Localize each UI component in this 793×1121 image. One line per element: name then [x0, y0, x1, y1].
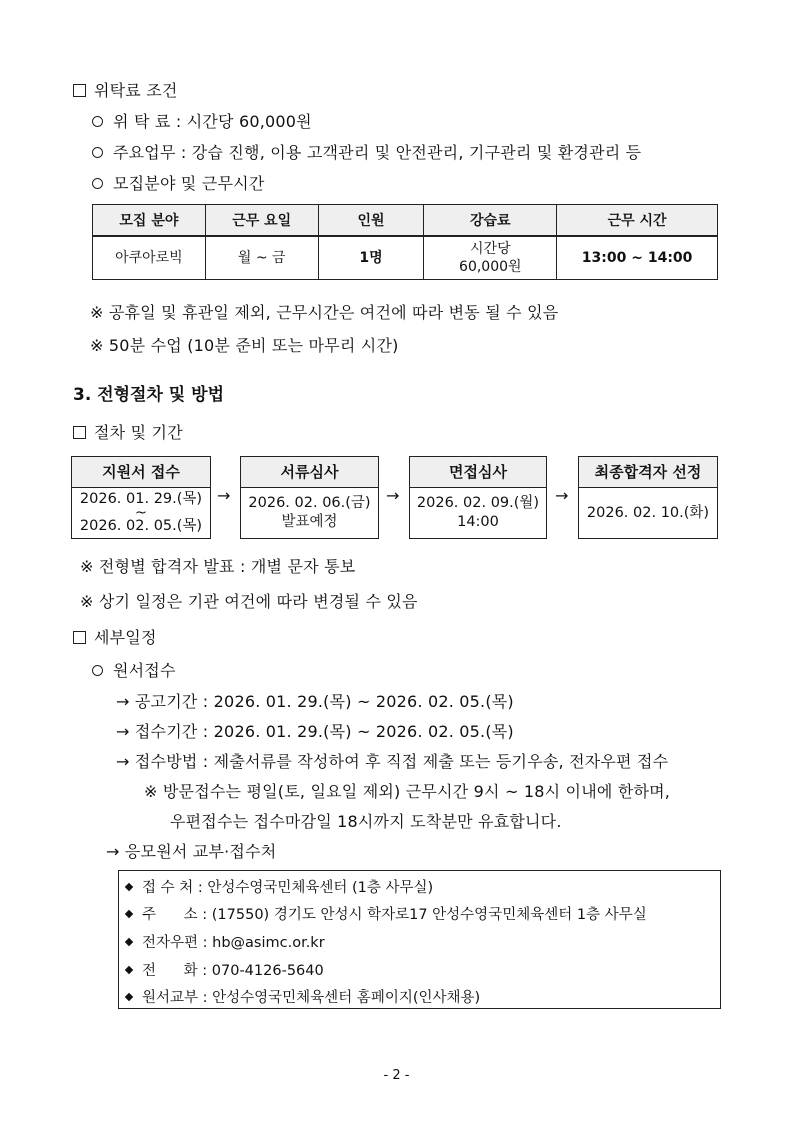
- cell-days: 월 ~ 금: [205, 236, 318, 280]
- checkbox-square-icon: [73, 426, 86, 439]
- arrow-right-icon: →: [555, 486, 569, 505]
- schedule-sub: 원서접수: [92, 658, 176, 681]
- step-title: 서류심사: [241, 457, 378, 488]
- list-item: 원서교부 : 안성수영국민체육센터 홈페이지(인사채용): [126, 986, 480, 1007]
- list-item: 주 소 : (17550) 경기도 안성시 학자로17 안성수영국민체육센터 1층 사무실: [126, 903, 647, 924]
- list-item: 접 수 처 : 안성수영국민체육센터 (1층 사무실): [126, 876, 433, 897]
- note-result: ※ 전형별 합격자 발표 : 개별 문자 통보: [80, 557, 356, 576]
- cell-hours: 13:00 ~ 14:00: [557, 236, 718, 280]
- step-interview: 면접심사 2026. 02. 09.(월) 14:00: [409, 456, 547, 539]
- recruit-table: [92, 204, 718, 280]
- table-header-row: [93, 205, 718, 237]
- step-title: 지원서 접수: [72, 457, 210, 488]
- circle-bullet-icon: [92, 147, 103, 158]
- checkbox-square-icon: [73, 631, 86, 644]
- section-title: 3. 전형절차 및 방법: [73, 385, 224, 405]
- cell-field: 아쿠아로빅: [93, 236, 206, 280]
- table-header: 모집 분야: [93, 205, 206, 237]
- arrow-right-icon: →: [386, 486, 400, 505]
- note-holiday: ※ 공휴일 및 휴관일 제외, 근무시간은 여건에 따라 변동 될 수 있음: [90, 303, 559, 322]
- table-row: [93, 236, 718, 280]
- circle-bullet-icon: [92, 116, 103, 127]
- step-final: 최종합격자 선정 2026. 02. 10.(화): [578, 456, 718, 539]
- table-header: 근무 요일: [205, 205, 318, 237]
- table-header: 근무 시간: [557, 205, 718, 237]
- table-header: 인원: [318, 205, 424, 237]
- step-document-review: 서류심사 2026. 02. 06.(금) 발표예정: [240, 456, 379, 539]
- list-item: 전 화 : 070-4126-5640: [126, 959, 324, 980]
- schedule-heading: 세부일정: [73, 625, 157, 648]
- table-header: 강습료: [424, 205, 557, 237]
- schedule-line: → 공고기간 : 2026. 01. 29.(목) ~ 2026. 02. 05.(목): [116, 692, 514, 711]
- arrow-right-icon: →: [217, 486, 231, 505]
- visit-note-cont: 우편접수는 접수마감일 18시까지 도착분만 유효합니다.: [170, 812, 562, 831]
- procedure-heading: 절차 및 기간: [73, 420, 183, 443]
- step-application: 지원서 접수 2026. 01. 29.(목) ~ 2026. 02. 05.(목): [71, 456, 211, 539]
- step-title: 최종합격자 선정: [579, 457, 717, 488]
- schedule-line: → 접수방법 : 제출서류를 작성하여 후 직접 제출 또는 등기우송, 전자우편 접수: [116, 752, 669, 771]
- duty-item: 주요업무 : 강습 진행, 이용 고객관리 및 안전관리, 기구관리 및 환경관리 등: [92, 140, 641, 163]
- page-number: - 2 -: [383, 1068, 410, 1083]
- note-change: ※ 상기 일정은 기관 여건에 따라 변경될 수 있음: [80, 592, 418, 611]
- cell-fee: 시간당 60,000원: [424, 236, 557, 280]
- diamond-bullet-icon: [125, 966, 133, 974]
- circle-bullet-icon: [92, 178, 103, 189]
- diamond-bullet-icon: [125, 938, 133, 946]
- contact-box: [118, 870, 721, 1009]
- cell-count: 1명: [318, 236, 424, 280]
- fee-item: 위 탁 료 : 시간당 60,000원: [92, 109, 312, 132]
- visit-note: ※ 방문접수는 평일(토, 일요일 제외) 근무시간 9시 ~ 18시 이내에 한하며,: [144, 782, 671, 801]
- fee-section-heading: 위탁료 조건: [73, 78, 178, 101]
- circle-bullet-icon: [92, 665, 103, 676]
- diamond-bullet-icon: [125, 910, 133, 918]
- checkbox-square-icon: [73, 84, 86, 97]
- diamond-bullet-icon: [125, 883, 133, 891]
- list-item: 전자우편 : hb@asimc.or.kr: [126, 931, 325, 952]
- note-class-length: ※ 50분 수업 (10분 준비 또는 마무리 시간): [90, 336, 399, 355]
- apply-heading: → 응모원서 교부·접수처: [106, 842, 277, 861]
- schedule-line: → 접수기간 : 2026. 01. 29.(목) ~ 2026. 02. 05.(목): [116, 722, 514, 741]
- diamond-bullet-icon: [125, 993, 133, 1001]
- step-title: 면접심사: [410, 457, 546, 488]
- recruit-item: 모집분야 및 근무시간: [92, 171, 264, 194]
